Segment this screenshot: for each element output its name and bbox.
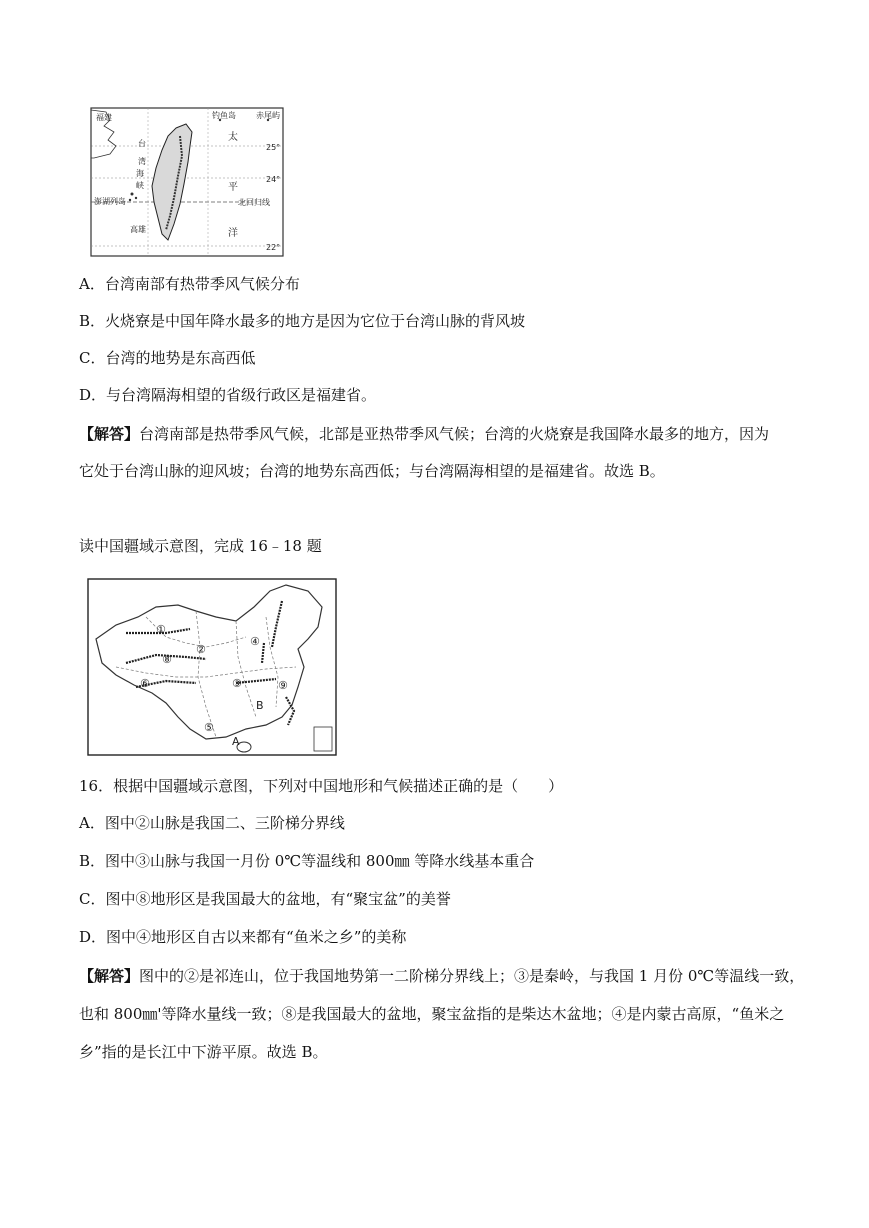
marker-8: ⑧ [162, 653, 172, 666]
label-taiwan-wan: 湾 [138, 157, 146, 166]
label-fujian: 福建 [96, 113, 112, 122]
label-gaoxiong: 高雄 [130, 225, 146, 234]
label-xia: 峡 [136, 181, 144, 190]
q15-answer-line2: 它处于台湾山脉的迎风坡；台湾的地势东高西低；与台湾隔海相望的是福建省。故选 B。 [79, 462, 665, 480]
marker-4: ④ [250, 635, 260, 648]
answer-text: 台湾南部是热带季风气候，北部是亚热带季风气候；台湾的火烧寮是我国降水最多的地方，因为 [139, 425, 770, 443]
label-ping: 平 [228, 182, 238, 193]
marker-6: ⑥ [140, 677, 150, 690]
q16-answer-line2: 也和 800㎜'等降水量线一致；⑧是我国最大的盆地，聚宝盆指的是柴达木盆地；④是内蒙古高原，“鱼米之 [79, 1005, 785, 1023]
q16-stem: 16．根据中国疆域示意图，下列对中国地形和气候描述正确的是（ ） [79, 777, 564, 795]
q15-answer-line1 [79, 424, 769, 444]
answer-text: 图中的②是祁连山，位于我国地势第一二阶梯分界线上；③是秦岭，与我国 1 月份 0℃等温线一致， [139, 967, 805, 985]
q15-option-d: D．与台湾隔海相望的省级行政区是福建省。 [79, 386, 377, 404]
q16-answer-line1 [79, 966, 804, 986]
q15-option-a: A．台湾南部有热带季风气候分布 [79, 275, 300, 293]
label-lat25: 25° [266, 143, 281, 152]
marker-9: ⑨ [278, 679, 288, 692]
label-lat24: 24° [266, 175, 281, 184]
q16-option-c: C．图中⑧地形区是我国最大的盆地，有“聚宝盆”的美誉 [79, 890, 451, 908]
marker-2: ② [196, 643, 206, 656]
label-taiwan-tai: 台 [138, 139, 146, 148]
label-yang: 洋 [228, 228, 238, 239]
label-tai: 太 [228, 132, 238, 143]
taiwan-map-figure [88, 106, 286, 258]
label-lat22: 22° [266, 243, 281, 252]
q15-option-c: C．台湾的地势是东高西低 [79, 349, 256, 367]
label-tropic: 北回归线 [238, 198, 270, 207]
marker-A: A [232, 735, 240, 748]
label-penghu: 澎湖列岛 [94, 197, 126, 206]
q16-option-a: A．图中②山脉是我国二、三阶梯分界线 [79, 814, 345, 832]
marker-5: ⑤ [204, 721, 214, 734]
label-hai: 海 [136, 169, 144, 178]
q15-option-b: B．火烧寮是中国年降水最多的地方是因为它位于台湾山脉的背风坡 [79, 312, 526, 330]
section-intro: 读中国疆域示意图，完成 16﹣18 题 [79, 537, 322, 555]
q16-option-d: D．图中④地形区自古以来都有“鱼米之乡”的美称 [79, 928, 407, 946]
q16-answer-line3: 乡”指的是长江中下游平原。故选 B。 [79, 1043, 328, 1061]
q16-option-b: B．图中③山脉与我国一月份 0℃等温线和 800㎜ 等降水线基本重合 [79, 852, 535, 870]
china-map-figure [86, 577, 338, 759]
marker-3: ③ [232, 677, 242, 690]
label-chiwei: 赤尾屿 [256, 111, 280, 120]
marker-B: B [256, 699, 264, 712]
answer-tag: 【解答】 [79, 425, 140, 443]
answer-tag: 【解答】 [79, 967, 140, 985]
marker-1: ① [156, 623, 166, 636]
label-diaoyu: 钓鱼岛 [212, 111, 236, 120]
